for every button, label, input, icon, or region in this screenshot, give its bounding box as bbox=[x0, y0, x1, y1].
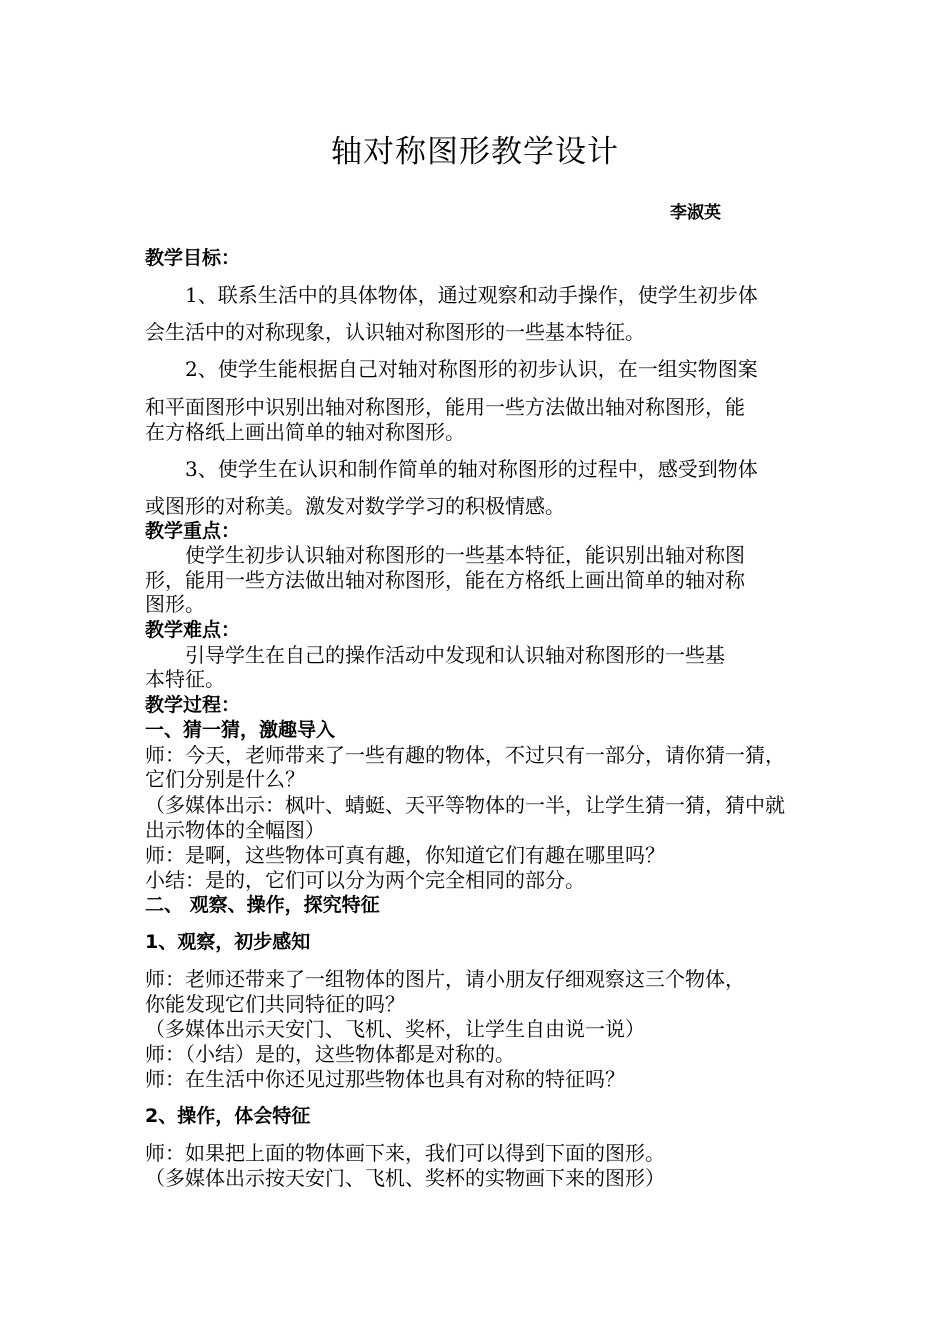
part2-sub1-line-3: （多媒体出示天安门、飞机、奖杯，让学生自由说一说） bbox=[145, 1017, 645, 1041]
objective-2-line-1: 2、使学生能根据自己对轴对称图形的初步认识，在一组实物图案 bbox=[185, 357, 758, 381]
objective-3-line-2: 或图形的对称美。激发对数学学习的积极情感。 bbox=[145, 494, 565, 518]
part2-sub2-line-1: 师：如果把上面的物体画下来，我们可以得到下面的图形。 bbox=[145, 1141, 665, 1165]
objective-1-line-1: 1、联系生活中的具体物体，通过观察和动手操作，使学生初步体 bbox=[185, 283, 758, 307]
part1-line-3: （多媒体出示：枫叶、蜻蜓、天平等物体的一半，让学生猜一猜，猜中就 bbox=[145, 793, 785, 817]
objectives-heading: 教学目标： bbox=[145, 247, 241, 269]
objective-2-line-3: 在方格纸上画出简单的轴对称图形。 bbox=[145, 420, 465, 444]
part2-sub1-line-4: 师：（小结）是的，这些物体都是对称的。 bbox=[145, 1042, 515, 1066]
key-points-heading: 教学重点： bbox=[145, 520, 241, 542]
part2-sub1-line-2: 你能发现它们共同特征的吗？ bbox=[145, 992, 405, 1016]
part1-line-2: 它们分别是什么？ bbox=[145, 767, 305, 791]
process-heading: 教学过程： bbox=[145, 694, 241, 716]
part1-line-6: 小结：是的，它们可以分为两个完全相同的部分。 bbox=[145, 868, 585, 892]
part1-line-4: 出示物体的全幅图） bbox=[145, 818, 325, 842]
objective-1-line-2: 会生活中的对称现象，认识轴对称图形的一些基本特征。 bbox=[145, 320, 645, 344]
part2-sub1-line-5: 师：在生活中你还见过那些物体也具有对称的特征吗？ bbox=[145, 1067, 625, 1091]
part2-sub1-heading: 1、观察，初步感知 bbox=[145, 931, 311, 953]
difficulties-line-1: 引导学生在自己的操作活动中发现和认识轴对称图形的一些基 bbox=[185, 643, 725, 667]
part2-sub2-heading: 2、操作，体会特征 bbox=[145, 1105, 311, 1127]
objective-3-line-1: 3、使学生在认识和制作简单的轴对称图形的过程中，感受到物体 bbox=[185, 457, 758, 481]
difficulties-line-2: 本特征。 bbox=[145, 667, 225, 691]
key-points-line-1: 使学生初步认识轴对称图形的一些基本特征，能识别出轴对称图 bbox=[185, 543, 745, 567]
document-title: 轴对称图形教学设计 bbox=[331, 134, 619, 170]
part1-line-1: 师：今天，老师带来了一些有趣的物体，不过只有一部分，请你猜一猜， bbox=[145, 743, 785, 767]
key-points-line-3: 图形。 bbox=[145, 592, 205, 616]
part1-heading: 一、猜一猜，激趣导入 bbox=[145, 719, 336, 741]
objective-2-line-2: 和平面图形中识别出轴对称图形，能用一些方法做出轴对称图形，能 bbox=[145, 395, 745, 419]
key-points-line-2: 形，能用一些方法做出轴对称图形，能在方格纸上画出简单的轴对称 bbox=[145, 568, 745, 592]
part2-sub2-line-2: （多媒体出示按天安门、飞机、奖杯的实物画下来的图形） bbox=[145, 1166, 665, 1190]
difficulties-heading: 教学难点： bbox=[145, 619, 241, 641]
part2-sub1-line-1: 师：老师还带来了一组物体的图片，请小朋友仔细观察这三个物体， bbox=[145, 967, 745, 991]
part1-line-5: 师：是啊，这些物体可真有趣，你知道它们有趣在哪里吗？ bbox=[145, 843, 665, 867]
part2-heading: 二、 观察、操作，探究特征 bbox=[145, 894, 380, 916]
author-name: 李淑英 bbox=[670, 203, 721, 223]
